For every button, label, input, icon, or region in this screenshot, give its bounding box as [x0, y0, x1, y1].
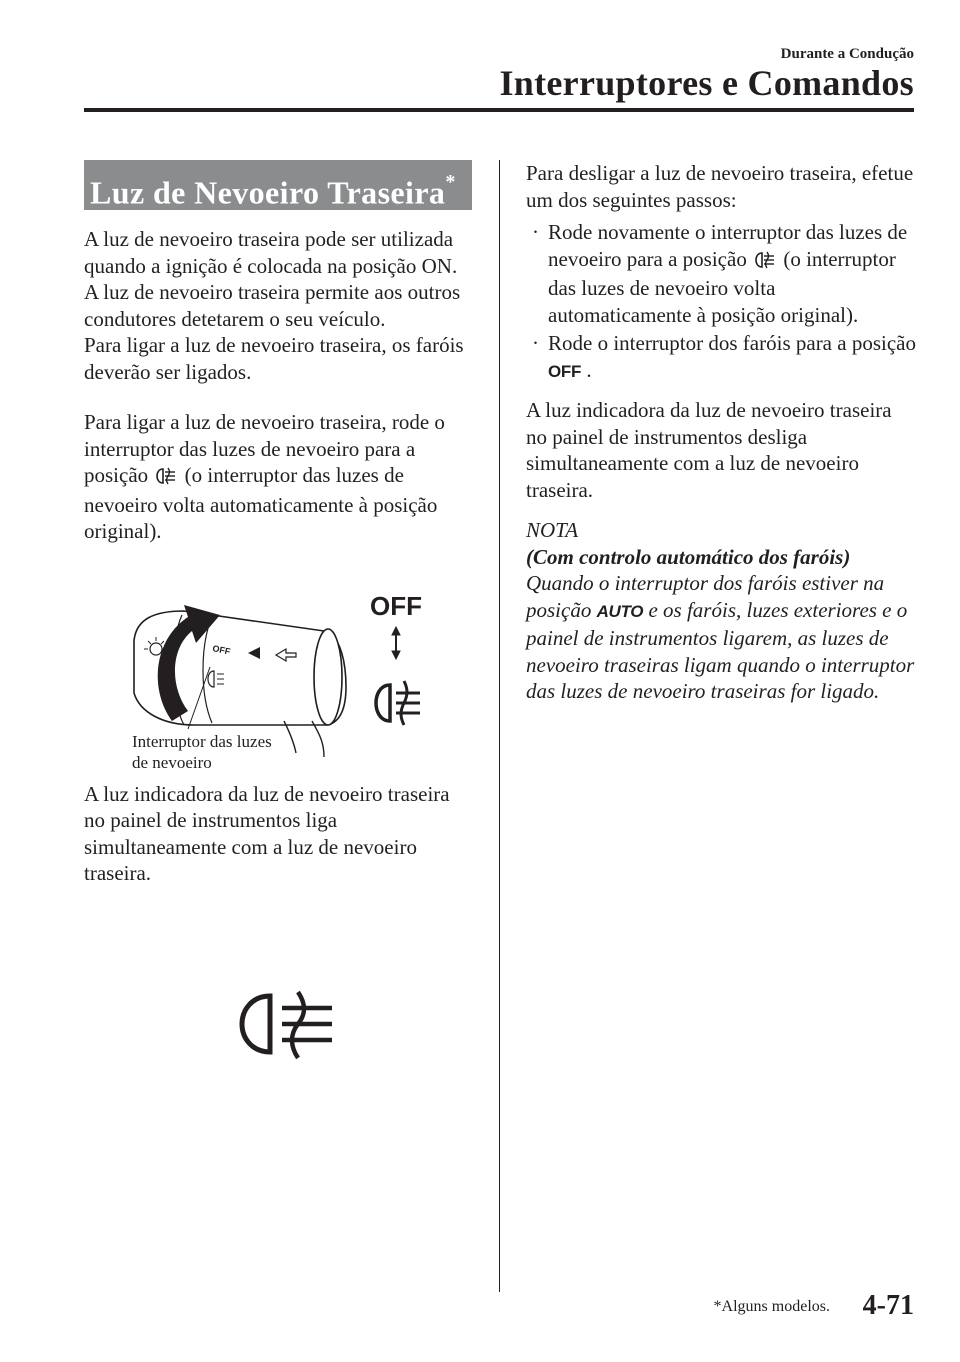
header-rule — [84, 108, 914, 112]
header-title: Interruptores e Comandos — [499, 63, 914, 103]
section-title: Luz de Nevoeiro Traseira* — [84, 160, 472, 210]
left-column — [84, 160, 472, 887]
asterisk-mark: * — [445, 171, 456, 193]
rear-fog-light-icon — [156, 465, 176, 492]
paragraph-prerequisite: Para ligar a luz de nevoeiro traseira, os faróis deverão ser ligados. — [84, 333, 464, 384]
footnote: *Alguns modelos. — [713, 1298, 830, 1315]
auto-position-symbol: AUTO — [596, 601, 644, 621]
page-number: 4-71 — [862, 1290, 914, 1321]
note-subtitle: (Com controlo automático dos faróis) — [526, 544, 851, 569]
paragraph-purpose: A luz de nevoeiro traseira permite aos outros condutores detetarem o seu veículo. — [84, 280, 461, 331]
rear-fog-indicator-icon — [238, 990, 338, 1065]
note-label: NOTA — [526, 518, 579, 542]
svg-text:OFF: OFF — [211, 642, 232, 657]
paragraph-indicator-off: A luz indicadora da luz de nevoeiro traseira no painel de instrumentos desliga simultaneamente com a luz de nevoeiro traseira. — [526, 398, 892, 502]
paragraph-turn-on: Para ligar a luz de nevoeiro traseira, rode o interruptor das luzes de nevoeiro para a posição (o interruptor das luzes de nevoeiro volta automaticamente à posição original). — [84, 410, 445, 543]
off-position-label: OFF — [370, 590, 422, 621]
list-item: · Rode o interruptor dos faróis para a posição OFF . — [532, 331, 916, 382]
right-column — [526, 160, 916, 705]
note-body: Quando o interruptor dos faróis estiver na posição AUTO e os faróis, luzes exteriores e o painel de instrumentos ligarem, as luzes de nevoeiro traseiras ligam quando o interruptor das luzes de nevoeiro traseiras for ligado. — [526, 571, 915, 703]
bullet-dot: · — [532, 331, 539, 355]
rear-fog-light-icon — [755, 249, 775, 276]
rear-fog-light-icon — [376, 681, 420, 725]
column-divider — [499, 160, 500, 1292]
paragraph-indicator-on: A luz indicadora da luz de nevoeiro traseira no painel de instrumentos liga simultaneamente com a luz de nevoeiro traseira. — [84, 781, 450, 885]
paragraph-availability: A luz de nevoeiro traseira pode ser utilizada quando a ignição é colocada na posição ON. — [84, 227, 458, 278]
paragraph-turn-off-intro: Para desligar a luz de nevoeiro traseira, efetue um dos seguintes passos: — [526, 161, 914, 212]
off-position-symbol: OFF — [548, 361, 582, 381]
figure-caption: Interruptor das luzes de nevoeiro — [132, 731, 272, 772]
fog-switch-illustration — [84, 571, 472, 771]
header-section-label: Durante a Condução — [780, 46, 914, 62]
list-item: · Rode novamente o interruptor das luzes de nevoeiro para a posição (o interruptor das luzes de nevoeiro volta automaticamente à posição original). — [532, 220, 908, 327]
bullet-dot: · — [532, 220, 539, 244]
position-arrow — [392, 627, 400, 659]
